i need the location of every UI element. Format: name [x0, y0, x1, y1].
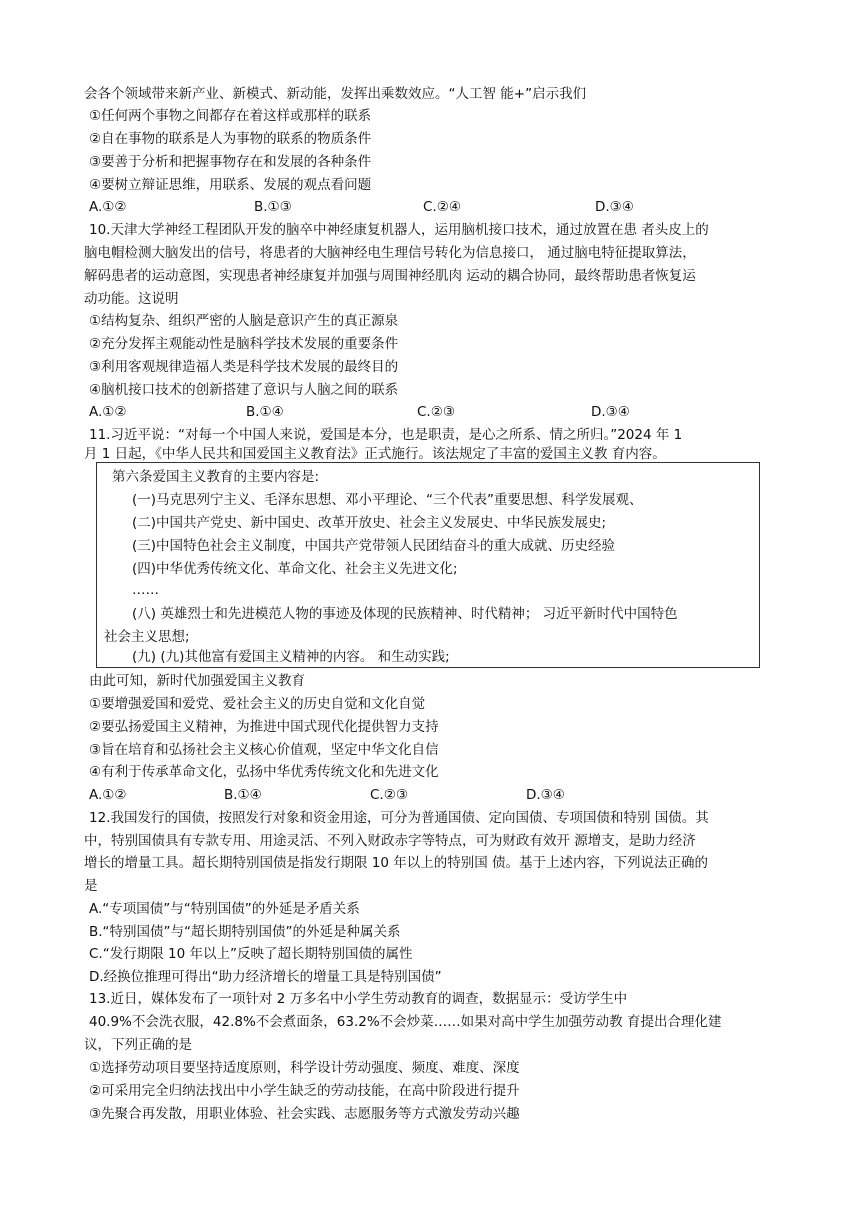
q12-choice-d: D.经换位推理可得出“助力经济增长的增量工具是特别国债” [89, 969, 442, 985]
q11-stem-line-2: 月 1 日起，《中华人民共和国爱国主义教育法》正式施行。该法规定了丰富的爱国主义教 育内容。 [84, 446, 666, 462]
q11-option-c: C.②③ [370, 787, 408, 803]
q10-stem-line-1: 10.天津大学神经工程团队开发的脑卒中神经康复机器人，运用脑机接口技术，通过放置在患 者头皮上的 [89, 222, 709, 238]
q11-lead: 由此可知，新时代加强爱国主义教育 [89, 673, 305, 689]
q10-item-1: ①结构复杂、组织严密的人脑是意识产生的真正源泉 [89, 313, 399, 329]
q12-stem-line-2: 中，特别国债具有专款专用、用途灵活、不列入财政赤字等特点，可为财政有效开 源增支，是助力经济 [84, 833, 696, 849]
law-excerpt-item-8-cont: 社会主义思想; [104, 629, 190, 645]
q10-option-d: D.③④ [591, 404, 630, 420]
q11-option-d: D.③④ [526, 787, 565, 803]
q11-item-3: ③旨在培育和弘扬社会主义核心价值观，坚定中华文化自信 [89, 742, 439, 758]
law-excerpt-item-2: (二)中国共产党史、新中国史、改革开放史、社会主义发展史、中华民族发展史; [132, 515, 607, 531]
q9-item-1: ①任何两个事物之间都存在着这样或那样的联系 [89, 108, 372, 124]
q9-option-a: A.①② [89, 199, 127, 215]
law-excerpt-heading: 第六条爱国主义教育的主要内容是: [112, 469, 320, 485]
q9-option-c: C.②④ [423, 199, 461, 215]
law-excerpt-item-3: (三)中国特色社会主义制度，中国共产党带领人民团结奋斗的重大成就、历史经验 [132, 538, 616, 554]
q13-stem-line-1: 13.近日，媒体发布了一项针对 2 万多名中小学生劳动教育的调查，数据显示：受访学生中 [89, 991, 628, 1007]
q10-option-c: C.②③ [417, 404, 455, 420]
law-excerpt-item-4: (四)中华优秀传统文化、革命文化、社会主义先进文化; [132, 561, 458, 577]
q10-stem-line-4: 动功能。这说明 [84, 291, 179, 307]
law-excerpt-item-1: (一)马克思列宁主义、毛泽东思想、邓小平理论、“三个代表”重要思想、科学发展观、 [132, 492, 643, 508]
q9-item-3: ③要善于分析和把握事物存在和发展的各种条件 [89, 154, 372, 170]
q10-item-4: ④脑机接口技术的创新搭建了意识与人脑之间的联系 [89, 382, 399, 398]
law-excerpt-item-9: (九) (九)其他富有爱国主义精神的内容。 和生动实践; [132, 649, 450, 665]
law-excerpt-item-8: (八) 英雄烈士和先进模范人物的事迹及体现的民族精神、时代精神； 习近平新时代中国特色 [132, 606, 678, 622]
q11-item-4: ④有利于传承革命文化，弘扬中华优秀传统文化和先进文化 [89, 764, 439, 780]
q13-item-3: ③先聚合再发散，用职业体验、社会实践、志愿服务等方式激发劳动兴趣 [89, 1106, 520, 1122]
q9-option-b: B.①③ [254, 199, 292, 215]
q11-item-1: ①要增强爱国和爱党、爱社会主义的历史自觉和文化自觉 [89, 696, 426, 712]
q9-stem-tail: 会各个领域带来新产业、新模式、新动能，发挥出乘数效应。“人工智 能+”启示我们 [84, 86, 587, 102]
q11-options [0, 785, 860, 805]
q10-options [0, 402, 860, 422]
q13-stem-line-2: 40.9%不会洗衣服，42.8%不会煮面条，63.2%不会炒菜……如果对高中学生加强劳动教 育提出合理化建 [89, 1014, 722, 1030]
q12-choice-c: C.“发行期限 10 年以上”反映了超长期特别国债的属性 [89, 946, 413, 962]
q10-option-a: A.①② [89, 404, 127, 420]
q12-stem-line-1: 12.我国发行的国债，按照发行对象和资金用途，可分为普通国债、定向国债、专项国债和特别 国债。其 [89, 810, 709, 826]
q9-option-d: D.③④ [595, 199, 634, 215]
q12-stem-line-4: 是 [84, 878, 98, 894]
q9-item-2: ②自在事物的联系是人为事物的联系的物质条件 [89, 131, 372, 147]
q12-stem-line-3: 增长的增量工具。超长期特别国债是指发行期限 10 年以上的特别国 债。基于上述内容，下列说法正确的 [84, 855, 709, 871]
q13-stem-line-3: 议，下列正确的是 [84, 1037, 192, 1053]
q12-choice-b: B.“特别国债”与“超长期特别国债”的外延是种属关系 [89, 924, 401, 940]
q11-option-a: A.①② [89, 787, 127, 803]
q10-option-b: B.①④ [246, 404, 284, 420]
q10-item-2: ②充分发挥主观能动性是脑科学技术发展的重要条件 [89, 336, 399, 352]
q10-item-3: ③利用客观规律造福人类是科学技术发展的最终目的 [89, 359, 399, 375]
q12-choice-a: A.“专项国债”与“特别国债”的外延是矛盾关系 [89, 901, 360, 917]
law-excerpt-ellipsis: …… [132, 582, 159, 598]
q10-stem-line-3: 解码患者的运动意图，实现患者神经康复并加强与周围神经肌肉 运动的耦合协同，最终帮助患者恢复运 [84, 268, 696, 284]
q13-item-2: ②可采用完全归纳法找出中小学生缺乏的劳动技能，在高中阶段进行提升 [89, 1083, 520, 1099]
q10-stem-line-2: 脑电帽检测大脑发出的信号，将患者的大脑神经电生理信号转化为信息接口， 通过脑电特征提取算法， [84, 245, 696, 261]
q9-options [0, 197, 860, 217]
q9-item-4: ④要树立辩证思维，用联系、发展的观点看问题 [89, 177, 372, 193]
q11-option-b: B.①④ [224, 787, 262, 803]
q13-item-1: ①选择劳动项目要坚持适度原则，科学设计劳动强度、频度、难度、深度 [89, 1060, 520, 1076]
q11-stem-line-1: 11.习近平说：“对每一个中国人来说，爱国是本分，也是职责，是心之所系、情之所归。”2024 年 1 [89, 427, 683, 443]
q11-item-2: ②要弘扬爱国主义精神，为推进中国式现代化提供智力支持 [89, 719, 439, 735]
